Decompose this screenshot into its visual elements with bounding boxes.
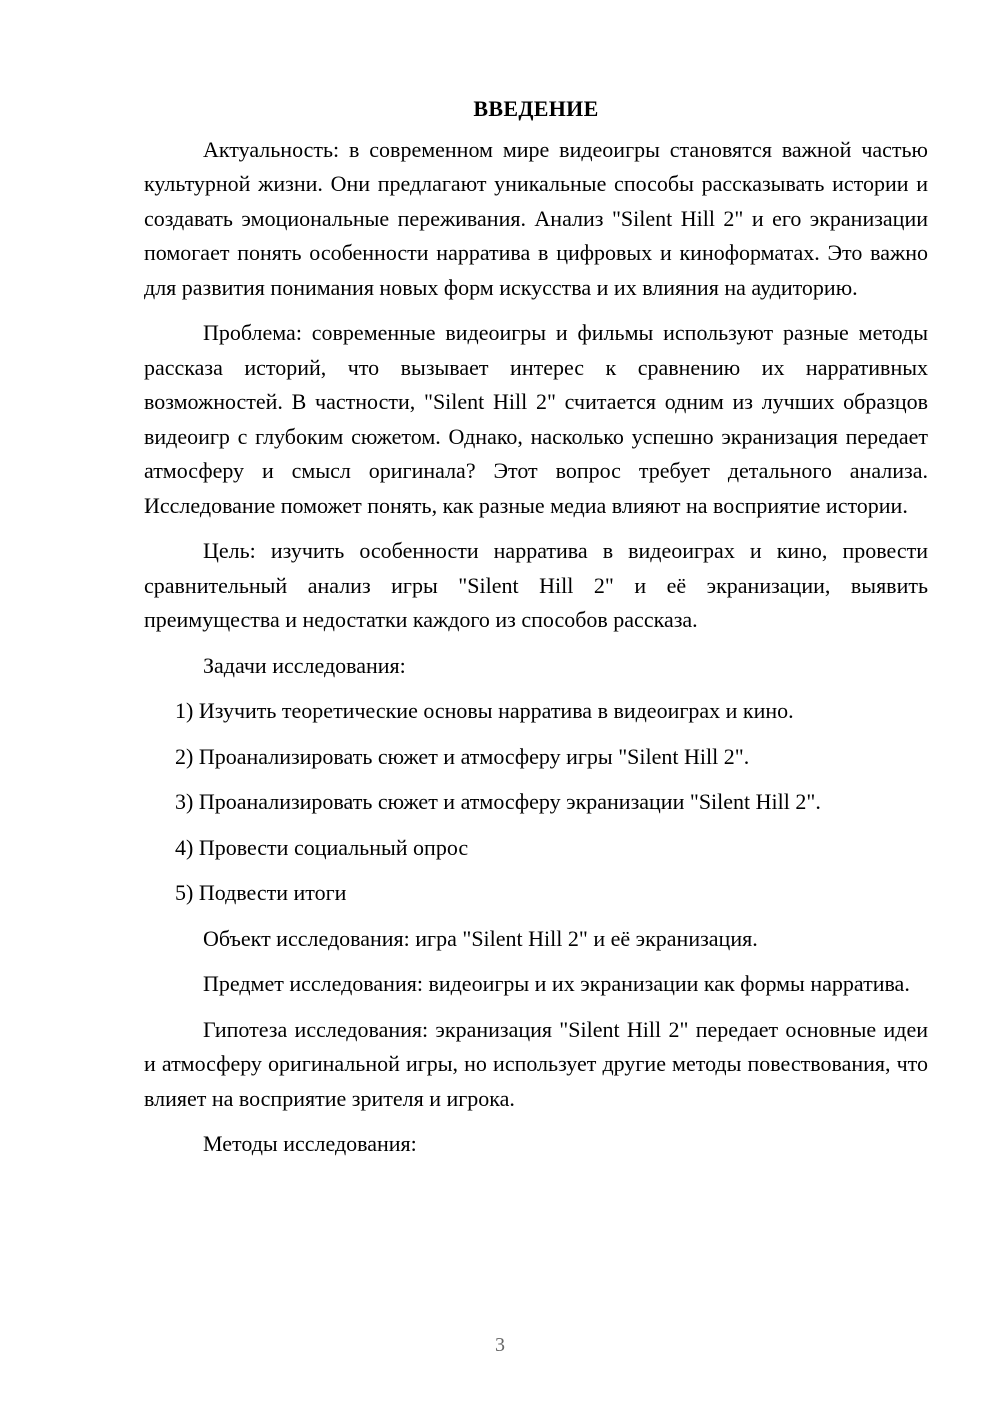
paragraph-relevance: Актуальность: в современном мире видеоигры становятся важной частью культурной жизни. Они предлагают уникальные способы рассказывать истории и создавать эмоциональные переживания. Анализ "Silent Hill 2" и его экранизации помогает понять особенности нарратива в цифровых и киноформатах. Это важно для развития понимания новых форм искусства и их влияния на аудиторию.	[144, 136, 928, 300]
page-number: 3	[495, 1334, 505, 1356]
list-item: 4) Провести социальный опрос	[175, 834, 469, 860]
paragraph-subject: Предмет исследования: видеоигры и их экранизации как формы нарратива.	[203, 971, 910, 996]
task-list	[144, 694, 928, 911]
paragraph-problem: Проблема: современные видеоигры и фильмы используют разные методы рассказа историй, что вызывает интерес к сравнению их нарративных возможностей. В частности, "Silent Hill 2" считается одним из лучших образцов видеоигр с глубоким сюжетом. Однако, насколько успешно экранизация передает атмосферу и смысл оригинала? Этот вопрос требует детального анализа. Исследование поможет понять, как разные медиа влияют на восприятие истории.	[144, 320, 928, 518]
paragraph-hypothesis: Гипотеза исследования: экранизация "Silent Hill 2" передает основные идеи и атмосферу оригинальной игры, но использует другие методы повествования, что влияет на восприятие зрителя и игрока.	[144, 1016, 928, 1111]
list-item: 1) Изучить теоретические основы нарратива в видеоиграх и кино.	[175, 698, 794, 723]
page-content	[144, 92, 928, 1173]
list-item: 5) Подвести итоги	[175, 880, 347, 905]
list-item: 3) Проанализировать сюжет и атмосферу экранизации "Silent Hill 2".	[175, 789, 821, 814]
section-title: ВВЕДЕНИЕ	[473, 96, 599, 121]
paragraph-object: Объект исследования: игра "Silent Hill 2" и её экранизация.	[203, 925, 758, 951]
list-item: 2) Проанализировать сюжет и атмосферу игры "Silent Hill 2".	[175, 743, 750, 769]
paragraph-tasks-heading: Задачи исследования:	[203, 652, 406, 678]
paragraph-goal: Цель: изучить особенности нарратива в видеоиграх и кино, провести сравнительный анализ игры "Silent Hill 2" и её экранизации, выявить преимущества и недостатки каждого из способов рассказа.	[144, 538, 928, 632]
paragraph-methods: Методы исследования:	[203, 1131, 417, 1156]
